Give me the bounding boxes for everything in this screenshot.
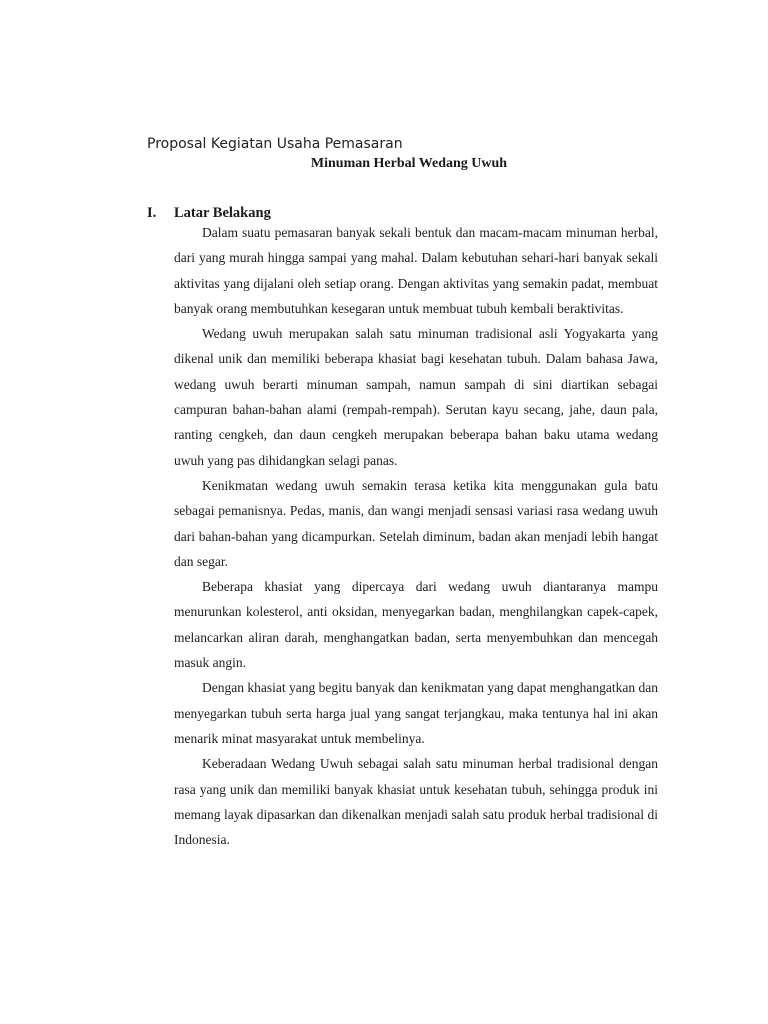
document-heading: Proposal Kegiatan Usaha Pemasaran xyxy=(147,136,403,152)
section-body xyxy=(174,220,658,852)
paragraph-6: Keberadaan Wedang Uwuh sebagai salah satu minuman herbal tradisional dengan rasa yang unik dan memiliki banyak khasiat untuk kesehatan tubuh, sehingga produk ini memang layak dipasarkan dan dikenalkan menjadi salah satu produk herbal tradisional di Indonesia. xyxy=(174,756,658,848)
section-number: I. xyxy=(147,205,157,221)
paragraph-3: Kenikmatan wedang uwuh semakin terasa ketika kita menggunakan gula batu sebagai pemanisnya. Pedas, manis, dan wangi menjadi sensasi variasi rasa wedang uwuh dari bahan-bahan yang dicampurkan. Setelah diminum, badan akan menjadi lebih hangat dan segar. xyxy=(174,477,658,569)
paragraph-4: Beberapa khasiat yang dipercaya dari wedang uwuh diantaranya mampu menurunkan kolesterol, anti oksidan, menyegarkan badan, menghilangkan capek-capek, melancarkan aliran darah, menghangatkan badan, serta menyembuhkan dan mencegah masuk angin. xyxy=(174,579,658,671)
document-title: Minuman Herbal Wedang Uwuh xyxy=(310,156,508,171)
section-title: Latar Belakang xyxy=(174,205,271,221)
paragraph-1: Dalam suatu pemasaran banyak sekali bentuk dan macam-macam minuman herbal, dari yang murah hingga sampai yang mahal. Dalam kebutuhan sehari-hari banyak sekali aktivitas yang dijalani oleh setiap orang. Dengan aktivitas yang semakin padat, membuat banyak orang membutuhkan kesegaran untuk membuat tubuh kembali beraktivitas. xyxy=(174,225,658,316)
paragraph-2: Wedang uwuh merupakan salah satu minuman tradisional asli Yogyakarta yang dikenal unik dan memiliki beberapa khasiat bagi kesehatan tubuh. Dalam bahasa Jawa, wedang uwuh berarti minuman sampah, namun sampah di sini diartikan sebagai campuran bahan-bahan alami (rempah-rempah). Serutan kayu secang, jahe, daun pala, ranting cengkeh, dan daun cengkeh merupakan beberapa bahan baku utama wedang uwuh yang pas dihidangkan selagi panas. xyxy=(174,326,658,468)
paragraph-5: Dengan khasiat yang begitu banyak dan kenikmatan yang dapat menghangatkan dan menyegarkan tubuh serta harga jual yang sangat terjangkau, maka tentunya hal ini akan menarik minat masyarakat untuk membelinya. xyxy=(174,680,658,746)
